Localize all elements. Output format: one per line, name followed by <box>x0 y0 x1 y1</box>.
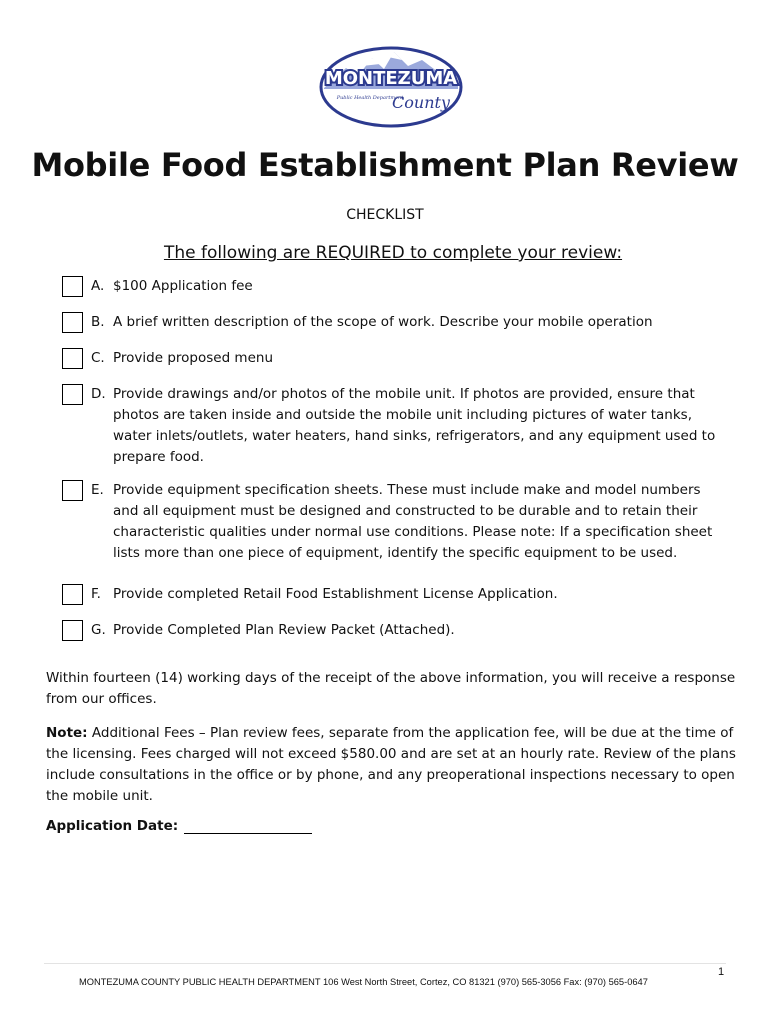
checkbox-c[interactable] <box>62 348 83 369</box>
application-date-field[interactable] <box>184 818 312 834</box>
logo-tagline: Public Health Department <box>336 95 404 101</box>
item-letter: B. <box>91 314 105 330</box>
checkbox-b[interactable] <box>62 312 83 333</box>
footer-address: MONTEZUMA COUNTY PUBLIC HEALTH DEPARTMENT 106 West North Street, Cortez, CO 81321 (970) 565-3056 Fax: (970) 565-0647 <box>79 977 648 987</box>
page-title: Mobile Food Establishment Plan Review <box>31 146 739 184</box>
logo-script-text: County <box>392 93 450 112</box>
checkbox-g[interactable] <box>62 620 83 641</box>
item-text: Provide drawings and/or photos of the mobile unit. If photos are provided, ensure that photos are taken inside and outside the mobile unit including pictures of water tanks, water inlets/outlets, water heaters, hand sinks, refrigerators, and any equipment used to prepare food. <box>113 386 716 465</box>
item-letter: C. <box>91 350 105 366</box>
footer-divider <box>44 963 726 964</box>
checkbox-a[interactable] <box>62 276 83 297</box>
item-text: Provide completed Retail Food Establishment License Application. <box>113 586 558 602</box>
item-letter: D. <box>91 386 106 402</box>
page-number: 1 <box>718 966 725 978</box>
item-text: Provide equipment specification sheets. These must include make and model numbers and all equipment must be designed and constructed to be durable and to retain their characteristic qualities under normal use conditions. Please note: If a specification sheet lists more than one piece of equipment, identify the specific equipment to be used. <box>113 482 713 561</box>
montezuma-county-logo <box>318 42 464 128</box>
item-text: Provide Completed Plan Review Packet (Attached). <box>113 622 455 638</box>
response-paragraph: Within fourteen (14) working days of the receipt of the above information, you will receive a response from our offices. <box>46 670 736 707</box>
note-paragraph <box>46 723 736 807</box>
item-letter: E. <box>91 482 104 498</box>
note-text: Additional Fees – Plan review fees, separate from the application fee, will be due at the time of the licensing. Fees charged will not exceed $580.00 and are set at an hourly rate. Review of the plans include consultations in the office or by phone, and any preoperational inspections necessary to open the mobile unit. <box>46 725 736 804</box>
checkbox-e[interactable] <box>62 480 83 501</box>
application-date <box>46 818 312 834</box>
checkbox-d[interactable] <box>62 384 83 405</box>
item-letter: G. <box>91 622 106 638</box>
checkbox-f[interactable] <box>62 584 83 605</box>
checklist-label: CHECKLIST <box>346 207 424 223</box>
item-text: A brief written description of the scope of work. Describe your mobile operation <box>113 314 653 330</box>
application-date-label: Application Date: <box>46 818 179 834</box>
item-letter: F. <box>91 586 101 602</box>
item-text: $100 Application fee <box>113 278 253 294</box>
item-letter: A. <box>91 278 105 294</box>
item-text: Provide proposed menu <box>113 350 274 366</box>
required-heading: The following are REQUIRED to complete your review: <box>163 243 623 263</box>
logo-main-text: MONTEZUMA <box>324 68 458 89</box>
note-label: Note: <box>46 725 88 741</box>
